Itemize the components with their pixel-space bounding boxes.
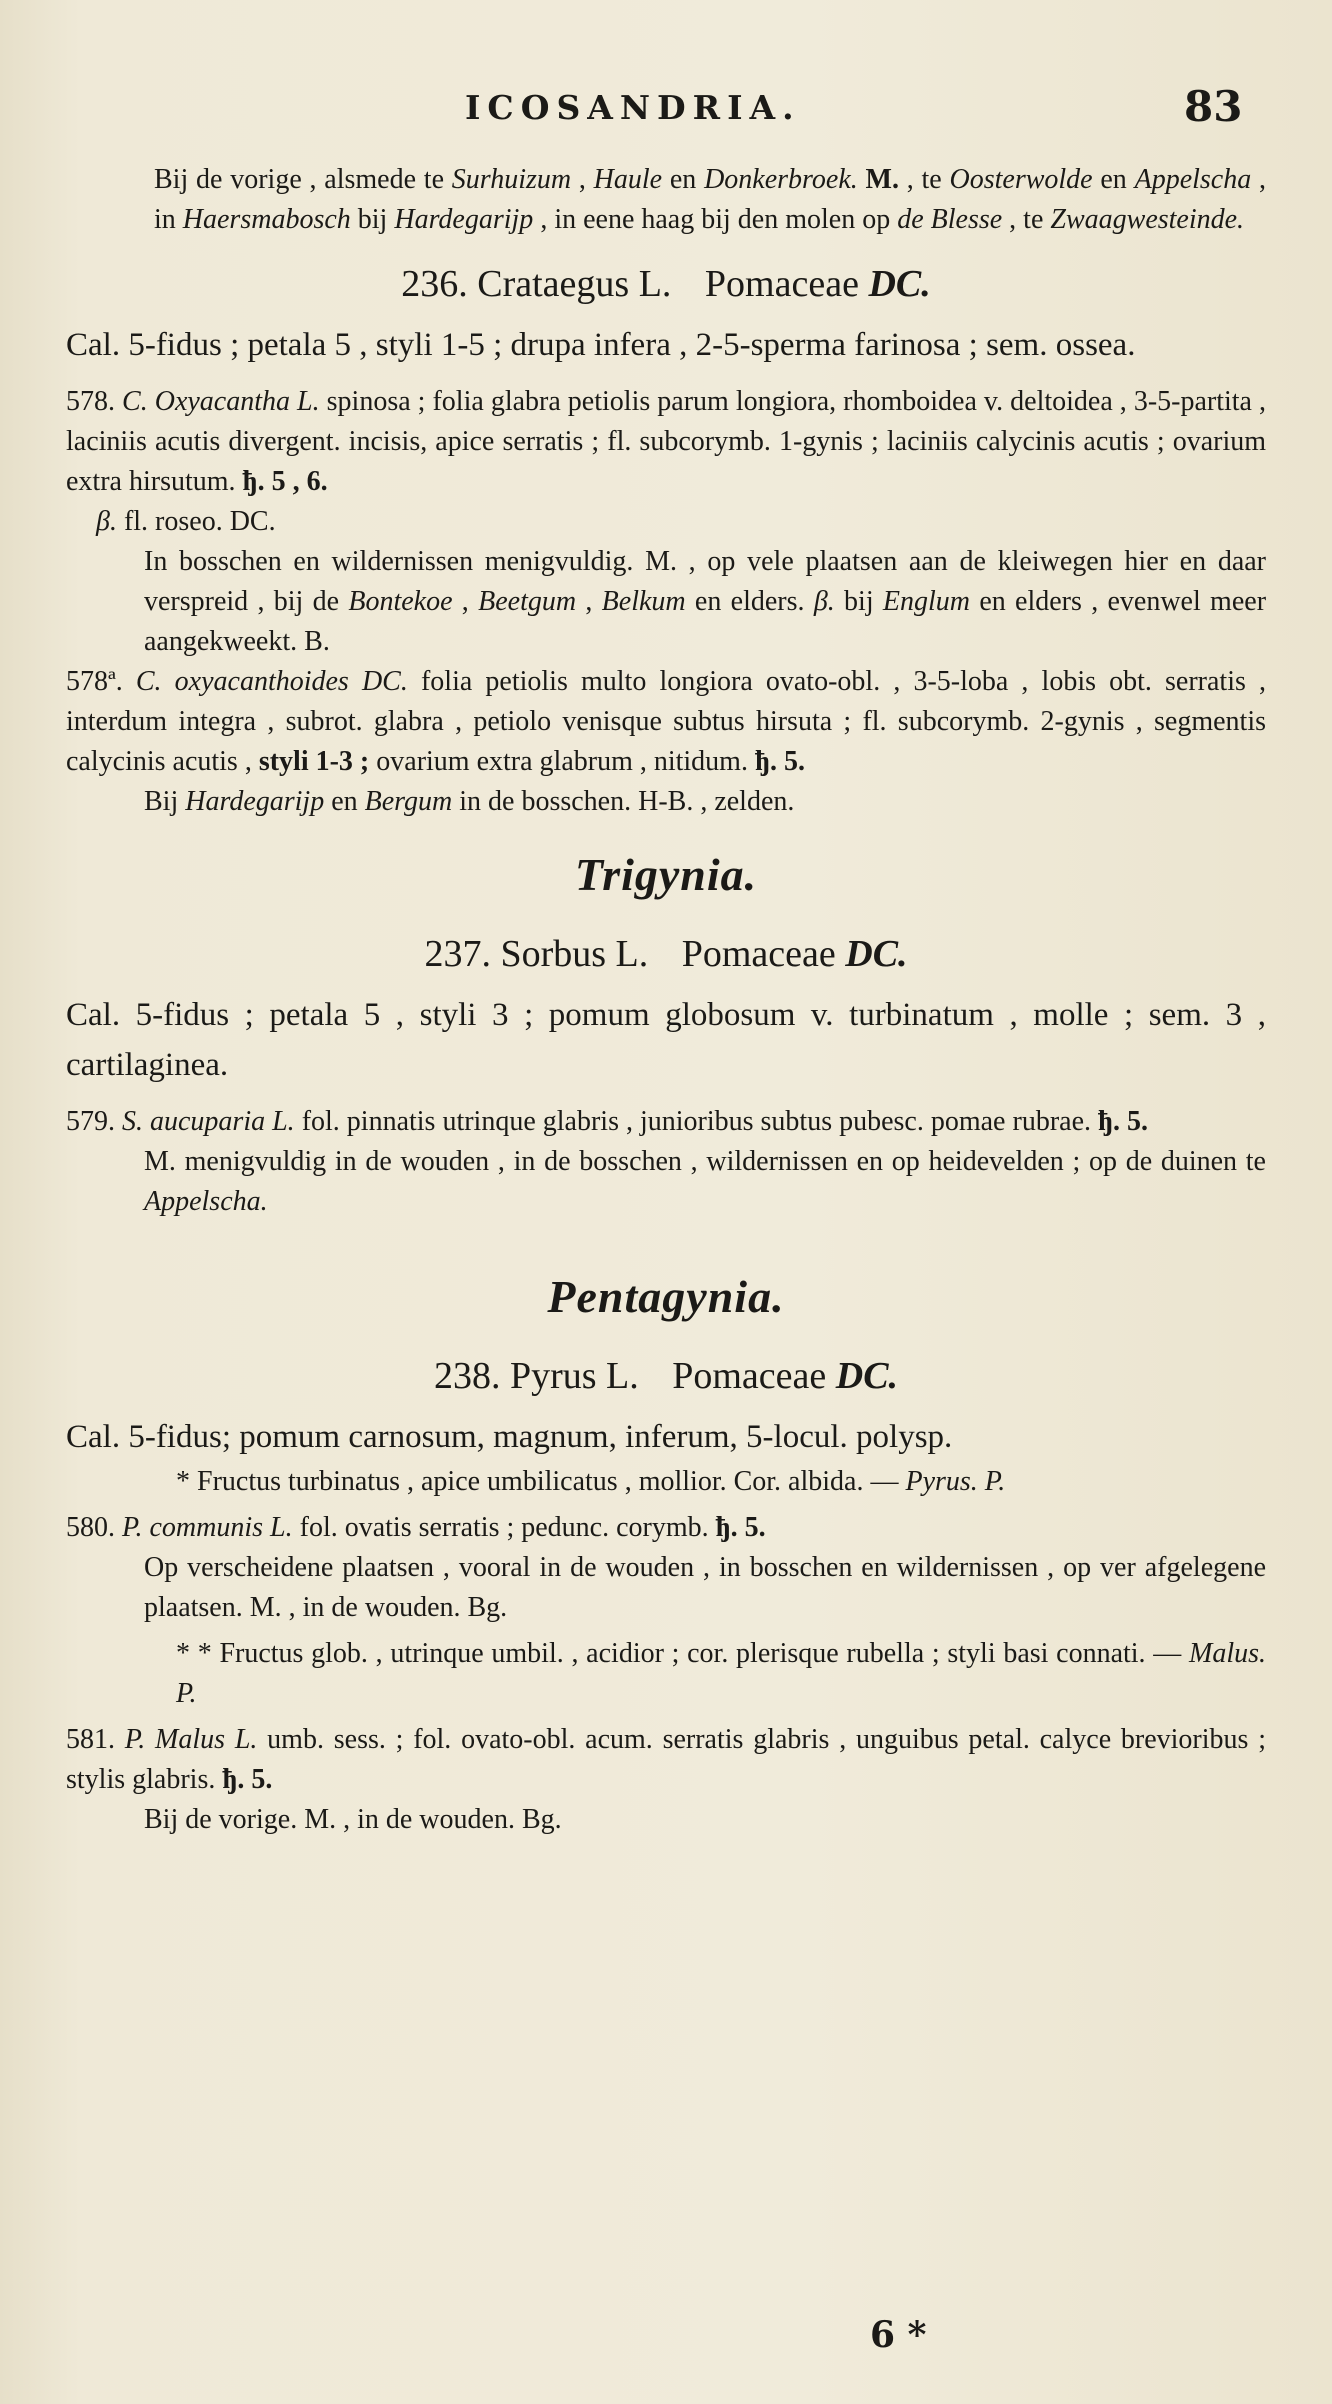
text-run: 580. <box>66 1512 122 1543</box>
species-578a <box>66 662 1266 782</box>
italic-run: C. Oxyacantha L. <box>122 386 320 417</box>
bold-run: ђ. 5. <box>715 1512 766 1543</box>
section-heading-trigynia: Trigynia. <box>574 849 758 900</box>
italic-run: Zwaagwesteinde. <box>1050 204 1245 235</box>
genus-character-236: Cal. 5-fidus ; petala 5 , styli 1-5 ; drupa infera , 2-5-sperma farinosa ; sem. ossea. <box>66 327 1136 363</box>
genus-title: 236. Crataegus L. <box>401 263 672 305</box>
species-578 <box>66 382 1266 502</box>
text-run: M. menigvuldig in de wouden , in de bosschen , wildernissen en op heidevelden ; op de duinen te <box>144 1146 1266 1177</box>
italic-run: Surhuizum <box>451 164 572 195</box>
italic-run: Pyrus. P. <box>905 1466 1006 1497</box>
italic-run: Beetgum <box>478 586 577 617</box>
text-run: Bij <box>144 786 186 817</box>
text-run: , in <box>154 164 1267 235</box>
bold-run: M. <box>857 164 899 195</box>
italic-run: Haule <box>593 164 663 195</box>
italic-run: Haersmabosch <box>182 204 351 235</box>
italic-run: β. <box>813 586 835 617</box>
bold-run: styli 1-3 ; <box>258 746 370 777</box>
text-run: fol. ovatis serratis ; pedunc. corymb. <box>292 1512 716 1543</box>
species-578a-localities <box>66 782 1266 822</box>
genus-heading-237 <box>66 926 1266 982</box>
intro-paragraph <box>66 160 1266 240</box>
italic-run: Oosterwolde <box>949 164 1093 195</box>
italic-run: Belkum <box>601 586 686 617</box>
section-heading-pentagynia: Pentagynia. <box>547 1271 785 1322</box>
genus-heading-238 <box>66 1348 1266 1404</box>
italic-run: P. communis L. <box>122 1512 293 1543</box>
species-581 <box>66 1720 1266 1800</box>
page-body <box>66 160 1266 1840</box>
text-run: spinosa ; folia glabra petiolis parum longiora, rhomboidea v. deltoidea , 3-5-partita , laciniis acutis divergent. incisis, apice serratis ; fl. subcorymb. 1-gynis ; laciniis calycinis acutis ; ovarium extra hirsutum. <box>66 386 1267 497</box>
species-581-localities <box>66 1800 1266 1840</box>
text-run: In bosschen en wildernissen menigvuldig. M. , op vele plaatsen aan de kleiwegen hier en daar verspreid , bij de <box>144 546 1266 617</box>
signature-mark: 6 * <box>870 2314 927 2356</box>
running-title: ICOSANDRIA. <box>465 88 801 127</box>
italic-run: Donkerbroek. <box>704 164 858 195</box>
genus-character-237: Cal. 5-fidus ; petala 5 , styli 3 ; pomum globosum v. turbinatum , molle ; sem. 3 , cartilaginea. <box>66 997 1266 1083</box>
text-run: in de bosschen. H-B. , zelden. <box>452 786 795 817</box>
text-run: Bij de vorige , alsmede te <box>154 164 452 195</box>
italic-run: Appelscha <box>1134 164 1252 195</box>
italic-run: Hardegarijp <box>394 204 534 235</box>
italic-run: Malus. P. <box>176 1638 1266 1709</box>
text-run: 579. <box>66 1106 122 1137</box>
genus-heading-236 <box>66 256 1266 312</box>
genus-title: 237. Sorbus L. <box>424 933 649 975</box>
text-run: ovarium extra glabrum , nitidum. <box>369 746 755 777</box>
italic-run: Bontekoe <box>348 586 453 617</box>
subgroup-malus <box>66 1634 1266 1714</box>
text-run: 578. <box>66 386 123 417</box>
text-run: Op verscheidene plaatsen , vooral in de wouden , in bosschen en wildernissen , op ver afgelegene plaatsen. M. , in de wouden. Bg. <box>144 1552 1266 1623</box>
text-run: * Fructus turbinatus , apice umbilicatus , mollior. Cor. albida. — <box>176 1466 906 1497</box>
text-run: en elders , evenwel meer aangekweekt. B. <box>144 586 1267 657</box>
text-run: 581. <box>66 1724 125 1755</box>
text-run: en elders. <box>685 586 814 617</box>
genus-family: Pomaceae <box>681 933 836 975</box>
species-580-localities <box>66 1548 1266 1628</box>
text-run: fl. roseo. DC. <box>116 506 276 537</box>
bold-run: ђ. 5. <box>1098 1106 1149 1137</box>
text-run: * * Fructus glob. , utrinque umbil. , acidior ; cor. plerisque rubella ; styli basi connati. — <box>176 1638 1189 1669</box>
text-run: en <box>1092 164 1135 195</box>
genus-author: DC. <box>868 263 931 305</box>
genus-title: 238. Pyrus L. <box>433 1355 639 1397</box>
text-run: en <box>662 164 705 195</box>
bold-run: ђ. 5. <box>222 1764 273 1795</box>
text-run: 578ª. <box>66 666 136 697</box>
text-run: , <box>452 586 479 617</box>
genus-family: Pomaceae <box>672 1355 827 1397</box>
text-run: bij <box>834 586 883 617</box>
italic-run: de Blesse <box>897 204 1003 235</box>
species-578-variety <box>66 502 1266 542</box>
species-579-localities <box>66 1142 1266 1222</box>
italic-run: Bergum <box>364 786 453 817</box>
genus-character-238: Cal. 5-fidus; pomum carnosum, magnum, inferum, 5-locul. polysp. <box>66 1419 953 1455</box>
text-run: , te <box>898 164 950 195</box>
species-578-localities <box>66 542 1266 662</box>
text-run: umb. sess. ; fol. ovato-obl. acum. serratis glabris , unguibus petal. calyce brevioribus ; stylis glabris. <box>66 1724 1266 1795</box>
genus-family: Pomaceae <box>704 263 859 305</box>
text-run: , in eene haag bij den molen op <box>533 204 898 235</box>
text-run: bij <box>350 204 395 235</box>
genus-author: DC. <box>835 1355 899 1397</box>
subgroup-pyrus <box>66 1462 1266 1502</box>
text-run: folia petiolis multo longiora ovato-obl. , 3-5-loba , lobis obt. serratis , interdum integra , subrot. glabra , petiolo venisque subtus hirsuta ; fl. subcorymb. 2-gynis , segmentis calycinis acutis , <box>66 666 1267 777</box>
species-580 <box>66 1508 1266 1548</box>
text-run: , te <box>1002 204 1051 235</box>
species-579 <box>66 1102 1266 1142</box>
italic-run: P. Malus L. <box>124 1724 258 1755</box>
text-run: , <box>576 586 602 617</box>
italic-run: Englum <box>882 586 971 617</box>
text-run: fol. pinnatis utrinque glabris , junioribus subtus pubesc. pomae rubrae. <box>294 1106 1098 1137</box>
text-run: , <box>571 164 594 195</box>
bold-run: ђ. 5 , 6. <box>242 466 328 497</box>
page-number: 83 <box>1184 82 1243 131</box>
italic-run: Appelscha. <box>144 1186 268 1217</box>
italic-run: S. aucuparia L. <box>122 1106 295 1137</box>
text-run: Bij de vorige. M. , in de wouden. Bg. <box>144 1804 562 1835</box>
italic-run: β. <box>96 506 117 537</box>
italic-run: Hardegarijp <box>185 786 325 817</box>
genus-author: DC. <box>845 933 908 975</box>
italic-run: C. oxyacanthoides DC. <box>135 666 408 697</box>
text-run: en <box>324 786 365 817</box>
bold-run: ђ. 5. <box>754 746 806 777</box>
page-header <box>0 82 1332 142</box>
